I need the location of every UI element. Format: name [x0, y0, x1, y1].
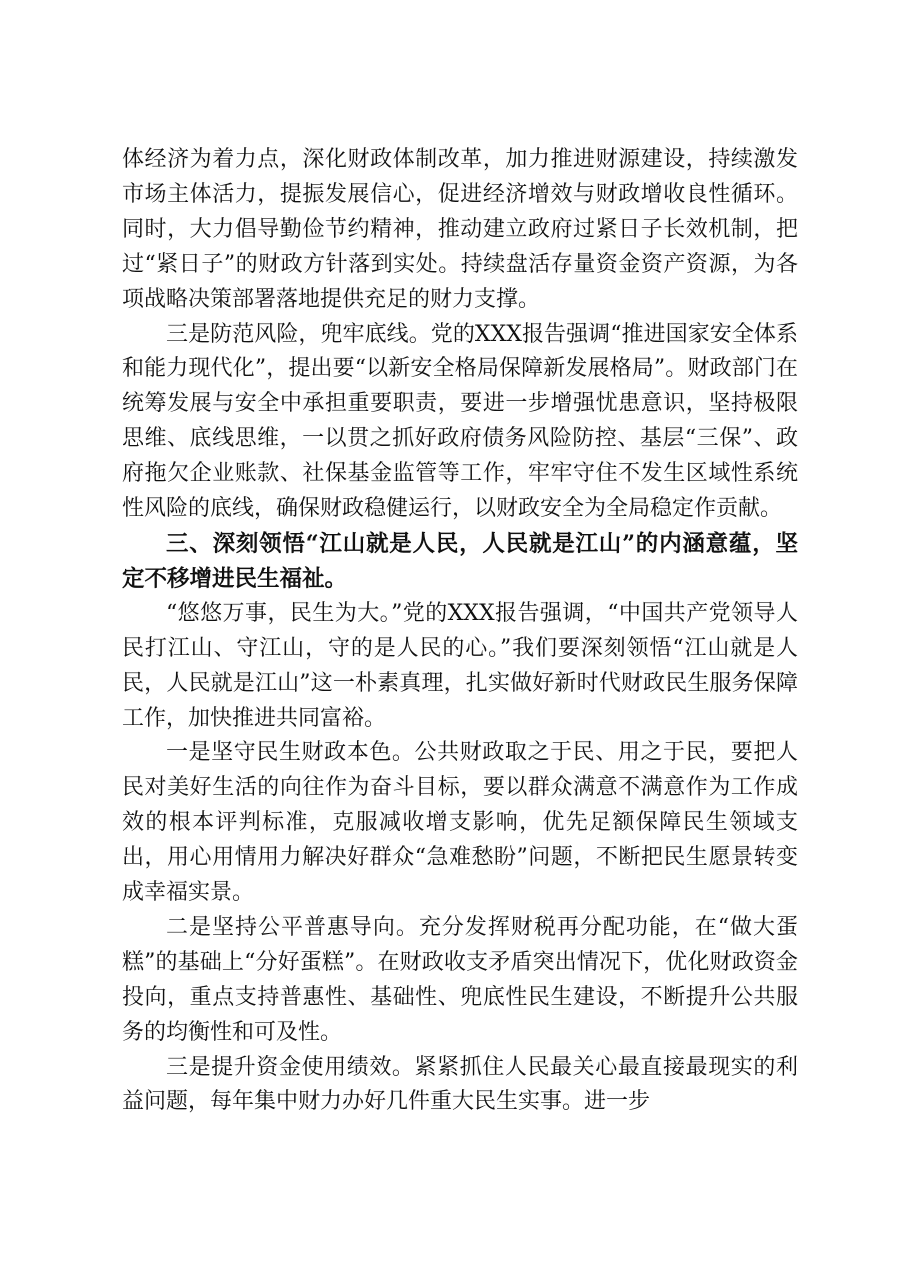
- paragraph-fair-inclusive: 二是坚持公平普惠导向。充分发挥财税再分配功能，在“做大蛋糕”的基础上“分好蛋糕”。在财政收支矛盾突出情况下，优化财政资金投向，重点支持普惠性、基础性、兜底性民生建设，不断提升公共服务的均衡性和可及性。: [122, 914, 798, 1045]
- paragraph-livelihood-intro: “悠悠万事，民生为大。”党的XXX报告强调，“中国共产党领导人民打江山、守江山，守的是人民的心。”我们要深刻领悟“江山就是人民，人民就是江山”这一朴素真理，扎实做好新时代财政民生服务保障工作，加快推进共同富裕。: [122, 600, 798, 731]
- paragraph-fund-efficiency: 三是提升资金使用绩效。紧紧抓住人民最关心最直接最现实的利益问题，每年集中财力办好几件重大民生实事。进一步: [122, 1054, 798, 1115]
- document-body: [122, 143, 798, 1120]
- paragraph-prevent-risks: 三是防范风险，兜牢底线。党的XXX报告强调“推进国家安全体系和能力现代化”，提出要“以新安全格局保障新发展格局”。财政部门在统筹发展与安全中承担重要职责，要进一步增强忧患意识，坚持极限思维、底线思维，一以贯之抓好政府债务风险防控、基层“三保”、政府拖欠企业账款、社保基金监管等工作，牢牢守住不发生区域性系统性风险的底线，确保财政稳健运行，以财政安全为全局稳定作贡献。: [122, 321, 798, 522]
- paragraph-continuation: 体经济为着力点，深化财政体制改革，加力推进财源建设，持续激发市场主体活力，提振发展信心，促进经济增效与财政增收良性循环。同时，大力倡导勤俭节约精神，推动建立政府过紧日子长效机制，把过“紧日子”的财政方针落到实处。持续盘活存量资金资产资源，为各项战略决策部署落地提供充足的财力支撑。: [122, 147, 798, 312]
- paragraph-people-finance: 一是坚守民生财政本色。公共财政取之于民、用之于民，要把人民对美好生活的向往作为奋斗目标，要以群众满意不满意作为工作成效的根本评判标准，克服减收增支影响，优先足额保障民生领域支出，用心用情用力解决好群众“急难愁盼”问题，不断把民生愿景转变成幸福实景。: [122, 740, 798, 906]
- section-heading-three: 三、深刻领悟“江山就是人民，人民就是江山”的内涵意蕴，坚定不移增进民生福祉。: [122, 530, 798, 592]
